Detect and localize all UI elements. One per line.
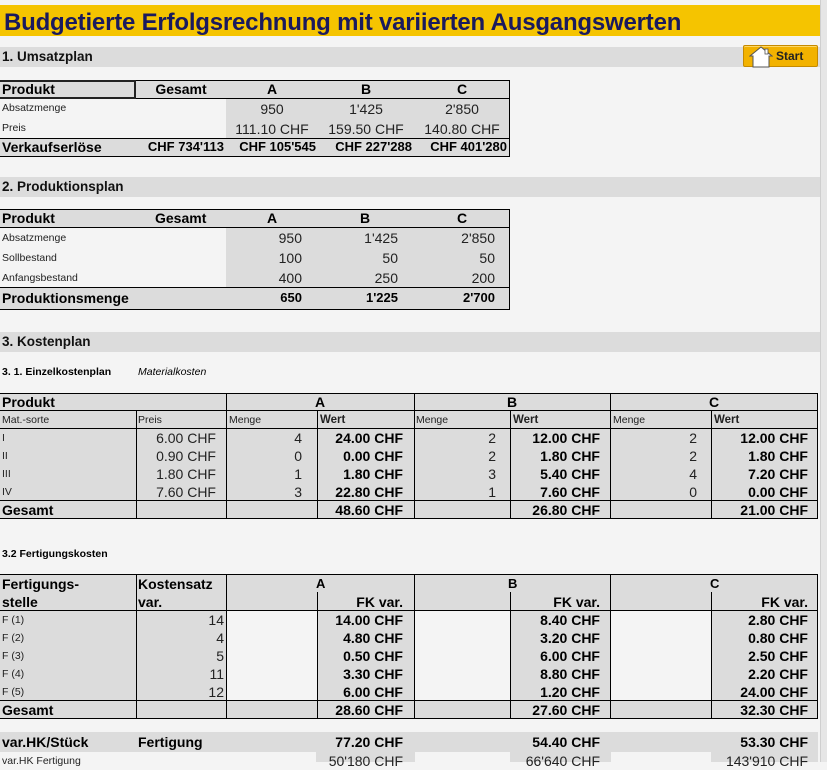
col-header: B [360, 210, 371, 226]
col-header: Gesamt [155, 81, 207, 97]
product-header-c: C [708, 394, 720, 410]
sub-header: Wert [714, 414, 740, 426]
cell-wert: 1.80 CHF [540, 448, 600, 464]
col-header: A [267, 210, 278, 226]
section-title: 2. Produktionsplan [2, 179, 124, 194]
cell-kostensatz[interactable]: 11 [209, 666, 224, 682]
row-label: III [2, 468, 11, 480]
cell-kostensatz[interactable]: 4 [216, 630, 224, 646]
hk-value-c: 53.30 CHF [740, 734, 808, 750]
total-value: 2'700 [462, 290, 495, 305]
cell-menge[interactable]: 2 [689, 430, 697, 446]
sub-header: Menge [416, 414, 449, 426]
cell-wert: 7.20 CHF [748, 466, 808, 482]
col-header: B [360, 81, 372, 97]
cell-value[interactable]: 400 [278, 270, 302, 286]
cell-value: 50'180 CHF [328, 753, 403, 769]
cell-preis[interactable]: 1.80 CHF [156, 466, 216, 482]
cell-menge[interactable]: 4 [689, 466, 697, 482]
col-header: Produkt [2, 394, 55, 410]
product-header-a: A [314, 394, 326, 410]
cell-value: 143'910 CHF [725, 753, 808, 769]
hk-value-b: 54.40 CHF [532, 734, 600, 750]
total-label: Gesamt [2, 702, 54, 718]
col-header: C [457, 210, 468, 226]
section-umsatzplan [0, 47, 820, 67]
cell-fk: 0.80 CHF [748, 630, 808, 646]
cell-wert: 12.00 CHF [740, 430, 808, 446]
cell-value[interactable]: 950 [260, 101, 284, 117]
sub-header: Wert [513, 414, 539, 426]
cell-kostensatz[interactable]: 5 [216, 648, 224, 664]
total-value: 48.60 CHF [335, 502, 403, 518]
cell-value[interactable]: 2'850 [445, 101, 479, 117]
hk-sub-label: Fertigung [138, 734, 203, 750]
home-icon [749, 46, 773, 68]
title-bar [0, 5, 820, 36]
total-label: Gesamt [2, 502, 54, 518]
col-header: Kostensatz [138, 576, 213, 592]
cell-value[interactable]: 1'425 [364, 230, 398, 246]
hk-value-a: 77.20 CHF [335, 734, 403, 750]
product-header-b: B [506, 394, 518, 410]
row-label: var.HK Fertigung [2, 755, 81, 767]
section-title: 3. Kostenplan [2, 334, 91, 349]
cell-fk: 2.20 CHF [748, 666, 808, 682]
cell-menge[interactable]: 3 [488, 466, 496, 482]
page-title: Budgetierte Erfolgsrechnung mit variierten Ausgangswerten [4, 9, 682, 36]
cell-menge[interactable]: 1 [488, 484, 496, 500]
cell-wert: 22.80 CHF [335, 484, 403, 500]
cell-preis[interactable]: 6.00 CHF [156, 430, 216, 446]
subsection-title: 3. 1. Einzelkostenplan [2, 366, 112, 378]
fk-header: FK var. [356, 594, 403, 610]
col-header: C [456, 81, 468, 97]
cell-value[interactable]: 2'850 [461, 230, 495, 246]
section-produktionsplan [0, 177, 820, 197]
cell-menge[interactable]: 3 [294, 484, 302, 500]
start-button[interactable] [743, 45, 818, 67]
total-gesamt: CHF 734'113 [147, 139, 224, 154]
total-value: 28.60 CHF [335, 702, 403, 718]
hk-label: var.HK/Stück [2, 734, 89, 750]
sub-header: Mat.-sorte [2, 414, 50, 426]
col-header: Fertigungs- [2, 576, 79, 592]
start-button-label: Start [776, 49, 804, 63]
product-header-c: C [710, 576, 720, 591]
col-header: Produkt [2, 81, 55, 97]
cell-fk: 3.20 CHF [540, 630, 600, 646]
row-label: Absatzmenge [2, 232, 67, 244]
cell-fk: 6.00 CHF [540, 648, 600, 664]
total-value: 27.60 CHF [532, 702, 600, 718]
row-label: IV [2, 486, 12, 498]
total-value: CHF 227'288 [335, 139, 412, 154]
cell-menge[interactable]: 2 [488, 430, 496, 446]
row-label: Sollbestand [2, 252, 57, 264]
product-header-a: A [316, 576, 326, 591]
col-header: var. [138, 594, 163, 610]
cell-fk: 1.20 CHF [540, 684, 600, 700]
sub-header: Menge [229, 414, 262, 426]
cell-value[interactable]: 1'425 [349, 101, 383, 117]
cell-fk: 8.80 CHF [540, 666, 600, 682]
cell-value: 66'640 CHF [525, 753, 600, 769]
sub-header: Preis [138, 414, 162, 426]
row-label: F (2) [2, 632, 25, 644]
cell-value[interactable]: 111.10 CHF [235, 121, 309, 137]
cell-menge[interactable]: 0 [294, 448, 302, 464]
total-label: Verkaufserlöse [2, 139, 102, 155]
cell-fk: 4.80 CHF [343, 630, 403, 646]
subsection-note: Materialkosten [138, 366, 207, 378]
cell-wert: 12.00 CHF [532, 430, 600, 446]
cell-fk: 8.40 CHF [540, 612, 600, 628]
cell-fk: 24.00 CHF [740, 684, 808, 700]
col-header: Gesamt [155, 210, 207, 226]
cell-value[interactable]: 100 [278, 250, 302, 266]
cell-fk: 2.80 CHF [748, 612, 808, 628]
total-value: 650 [280, 290, 302, 305]
subsection-title: 3.2 Fertigungskosten [2, 548, 108, 560]
cell-wert: 7.60 CHF [540, 484, 600, 500]
fk-header: FK var. [553, 594, 600, 610]
cell-menge[interactable]: 1 [294, 466, 302, 482]
cell-fk: 2.50 CHF [748, 648, 808, 664]
sub-header: Menge [613, 414, 646, 426]
cell-preis[interactable]: 0.90 CHF [156, 448, 216, 464]
cell-wert: 5.40 CHF [540, 466, 600, 482]
col-header: A [266, 81, 278, 97]
cell-wert: 0.00 CHF [748, 484, 808, 500]
cell-value[interactable]: 950 [278, 230, 302, 246]
product-header-b: B [508, 576, 518, 591]
cell-wert: 24.00 CHF [335, 430, 403, 446]
fk-header: FK var. [761, 594, 808, 610]
total-value: 21.00 CHF [740, 502, 808, 518]
cell-wert: 0.00 CHF [343, 448, 403, 464]
row-label: I [2, 432, 5, 444]
row-label: F (1) [2, 614, 25, 626]
total-value: CHF 401'280 [430, 139, 507, 154]
cell-value[interactable]: 200 [471, 270, 495, 286]
cell-menge[interactable]: 0 [689, 484, 697, 500]
cell-fk: 3.30 CHF [343, 666, 403, 682]
row-label: II [2, 450, 8, 462]
row-label: Anfangsbestand [2, 272, 78, 284]
row-label: Absatzmenge [2, 102, 67, 114]
total-value: 1'225 [365, 290, 398, 305]
cell-preis[interactable]: 7.60 CHF [156, 484, 216, 500]
cell-value[interactable]: 50 [382, 250, 398, 266]
cell-fk: 14.00 CHF [335, 612, 403, 628]
sub-header: Wert [320, 414, 346, 426]
row-label: F (5) [2, 686, 25, 698]
cell-wert: 1.80 CHF [343, 466, 403, 482]
row-label: F (3) [2, 650, 25, 662]
vertical-scrollbar[interactable] [820, 0, 827, 762]
cell-menge[interactable]: 4 [294, 430, 302, 446]
cell-kostensatz[interactable]: 14 [208, 612, 224, 628]
cell-fk: 6.00 CHF [343, 684, 403, 700]
cell-value[interactable]: 159.50 CHF [328, 121, 404, 137]
total-label: Produktionsmenge [2, 290, 129, 306]
section-title: 1. Umsatzplan [2, 49, 93, 64]
row-label: F (4) [2, 668, 25, 680]
col-header: Produkt [2, 210, 55, 226]
cell-value[interactable]: 250 [374, 270, 398, 286]
row-label: Preis [2, 122, 26, 134]
cell-value[interactable]: 140.80 CHF [424, 121, 500, 137]
cell-fk: 0.50 CHF [343, 648, 403, 664]
cell-wert: 1.80 CHF [748, 448, 808, 464]
cell-menge[interactable]: 2 [689, 448, 697, 464]
total-value: 32.30 CHF [740, 702, 808, 718]
col-header: stelle [2, 594, 38, 610]
cell-kostensatz[interactable]: 12 [208, 684, 224, 700]
section-kostenplan [0, 332, 820, 352]
total-value: CHF 105'545 [239, 139, 316, 154]
cell-menge[interactable]: 2 [488, 448, 496, 464]
total-value: 26.80 CHF [532, 502, 600, 518]
cell-value[interactable]: 50 [479, 250, 495, 266]
